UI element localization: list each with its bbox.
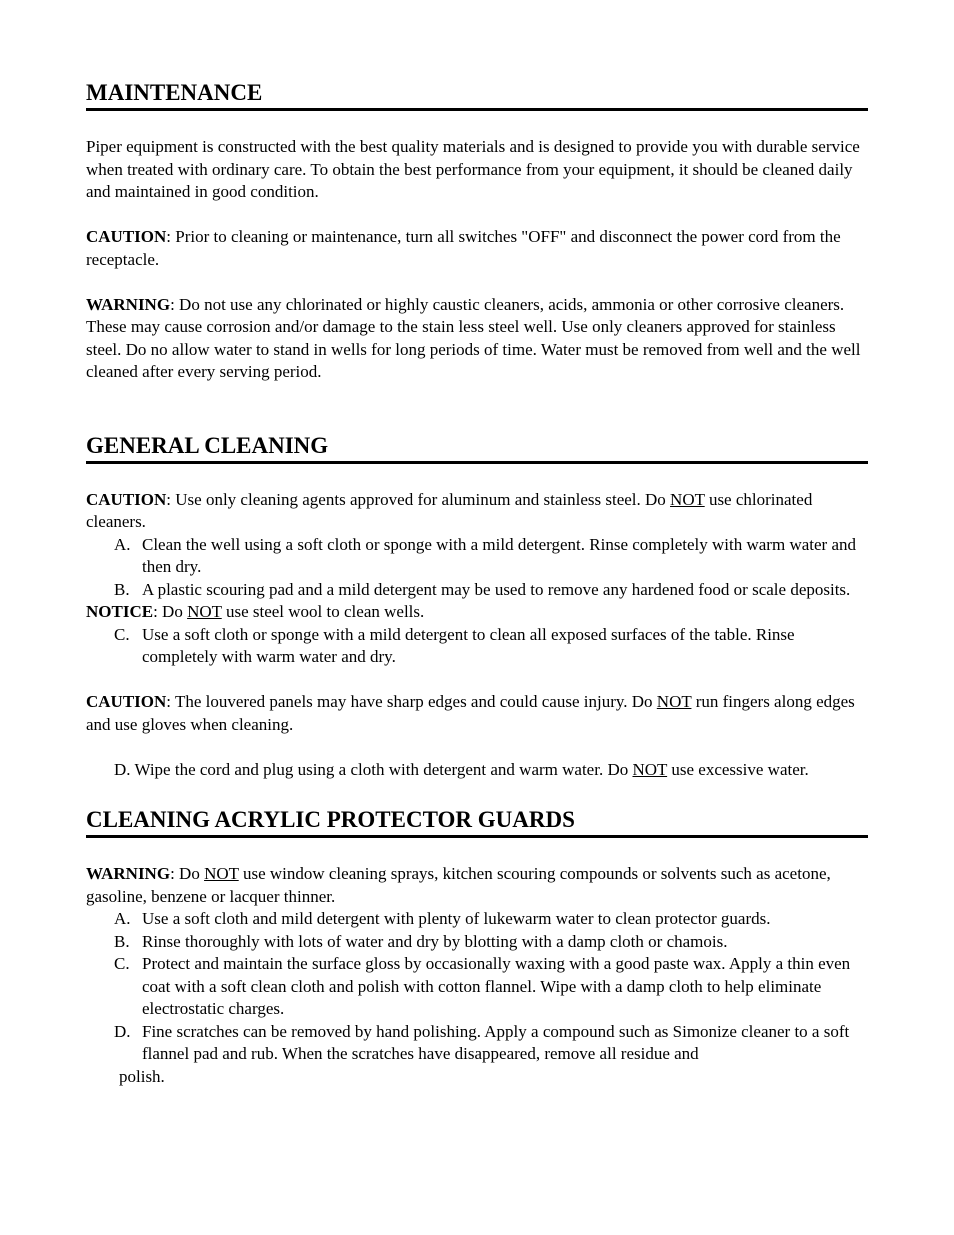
notice-text: use steel wool to clean wells. — [221, 602, 425, 621]
acrylic-warning — [86, 863, 868, 908]
warning-text: : Do — [170, 864, 205, 883]
maintenance-caution — [86, 226, 868, 271]
maintenance-intro: Piper equipment is constructed with the best quality materials and is designed to provide you with durable service when treated with ordinary care. To obtain the best performance from your equipment, it should be cleaned daily and maintained in good condition. — [86, 137, 860, 201]
notice-label: NOTICE — [86, 602, 154, 621]
list-text: A plastic scouring pad and a mild detergent may be used to remove any hardened food or scale deposits. — [142, 579, 851, 599]
list-marker: D. — [114, 1021, 131, 1041]
general-item-d — [86, 759, 868, 782]
list-item — [86, 931, 868, 954]
warning-text: : Do not use any chlorinated or highly caustic cleaners, acids, ammonia or other corrosive cleaners. These may cause corrosion and/or damage to the stain less steel well. Use only cleaners approved for stainless steel. Do no allow water to stand in wells for long periods of time. Water must be removed from well and the well cleaned after every serving period. — [86, 294, 861, 381]
item-d-text: use excessive water. — [667, 759, 809, 779]
maintenance-warning — [86, 294, 868, 384]
not-emphasis: NOT — [204, 864, 239, 883]
warning-label: WARNING — [86, 864, 171, 883]
warning-label: WARNING — [86, 294, 171, 314]
list-marker: A. — [114, 534, 131, 554]
list-item — [86, 1021, 868, 1066]
list-marker: A. — [114, 909, 131, 928]
acrylic-tail: polish. — [119, 1066, 165, 1086]
general-steps-list — [86, 534, 868, 602]
not-emphasis: NOT — [670, 489, 705, 509]
caution-text: run fingers along edges and use gloves when cleaning. — [86, 692, 855, 734]
not-emphasis: NOT — [632, 759, 668, 779]
caution-label: CAUTION — [86, 489, 167, 509]
maintenance-heading: MAINTENANCE — [86, 78, 868, 111]
notice-text: : Do — [153, 602, 188, 621]
not-emphasis: NOT — [187, 602, 222, 621]
document-page — [86, 78, 868, 1088]
warning-text: use window cleaning sprays, kitchen scouring compounds or solvents such as acetone, gasoline, benzene or lacquer thinner. — [86, 864, 831, 906]
caution-label: CAUTION — [86, 227, 167, 246]
list-text: Use a soft cloth or sponge with a mild detergent to clean all exposed surfaces of the table. Rinse completely with warm water and dry. — [142, 624, 795, 666]
caution-text: : Prior to cleaning or maintenance, turn all switches "OFF" and disconnect the power cord from the receptacle. — [86, 227, 841, 269]
list-item — [86, 624, 868, 669]
list-item — [86, 953, 868, 1021]
caution-text: : Use only cleaning agents approved for aluminum and stainless steel. Do — [166, 489, 671, 509]
caution-text: use chlorinated cleaners. — [86, 489, 813, 531]
list-item — [86, 534, 868, 579]
list-text: Fine scratches can be removed by hand polishing. Apply a compound such as Simonize cleaner to a soft flannel pad and rub. When the scratches have disappeared, remove all residue and — [142, 1021, 850, 1063]
general-caution-2 — [86, 691, 868, 736]
list-text: Rinse thoroughly with lots of water and dry by blotting with a damp cloth or chamois. — [142, 931, 728, 951]
caution-text: : The louvered panels may have sharp edges and could cause injury. Do — [166, 692, 657, 711]
list-text: Use a soft cloth and mild detergent with plenty of lukewarm water to clean protector guards. — [142, 909, 771, 928]
acrylic-heading: CLEANING ACRYLIC PROTECTOR GUARDS — [86, 805, 868, 838]
general-cleaning-heading: GENERAL CLEANING — [86, 431, 868, 464]
caution-label: CAUTION — [86, 692, 167, 711]
list-marker: B. — [114, 931, 130, 951]
item-d-text: D. Wipe the cord and plug using a cloth with detergent and warm water. Do — [114, 759, 633, 779]
general-notice — [86, 601, 868, 624]
list-marker: B. — [114, 579, 130, 599]
general-steps-list-c — [86, 624, 868, 669]
list-text: Clean the well using a soft cloth or sponge with a mild detergent. Rinse completely with warm water and then dry. — [142, 534, 856, 576]
list-marker: C. — [114, 624, 130, 644]
list-item — [86, 579, 868, 602]
general-caution-1 — [86, 489, 868, 534]
acrylic-steps-list — [86, 908, 868, 1066]
not-emphasis: NOT — [656, 692, 692, 711]
list-item — [86, 908, 868, 931]
list-text: Protect and maintain the surface gloss by occasionally waxing with a good paste wax. Apply a thin even coat with a soft clean cloth and polish with cotton flannel. Wipe with a damp cloth to help eliminate electrostatic charges. — [142, 954, 851, 1018]
list-marker: C. — [114, 954, 130, 973]
